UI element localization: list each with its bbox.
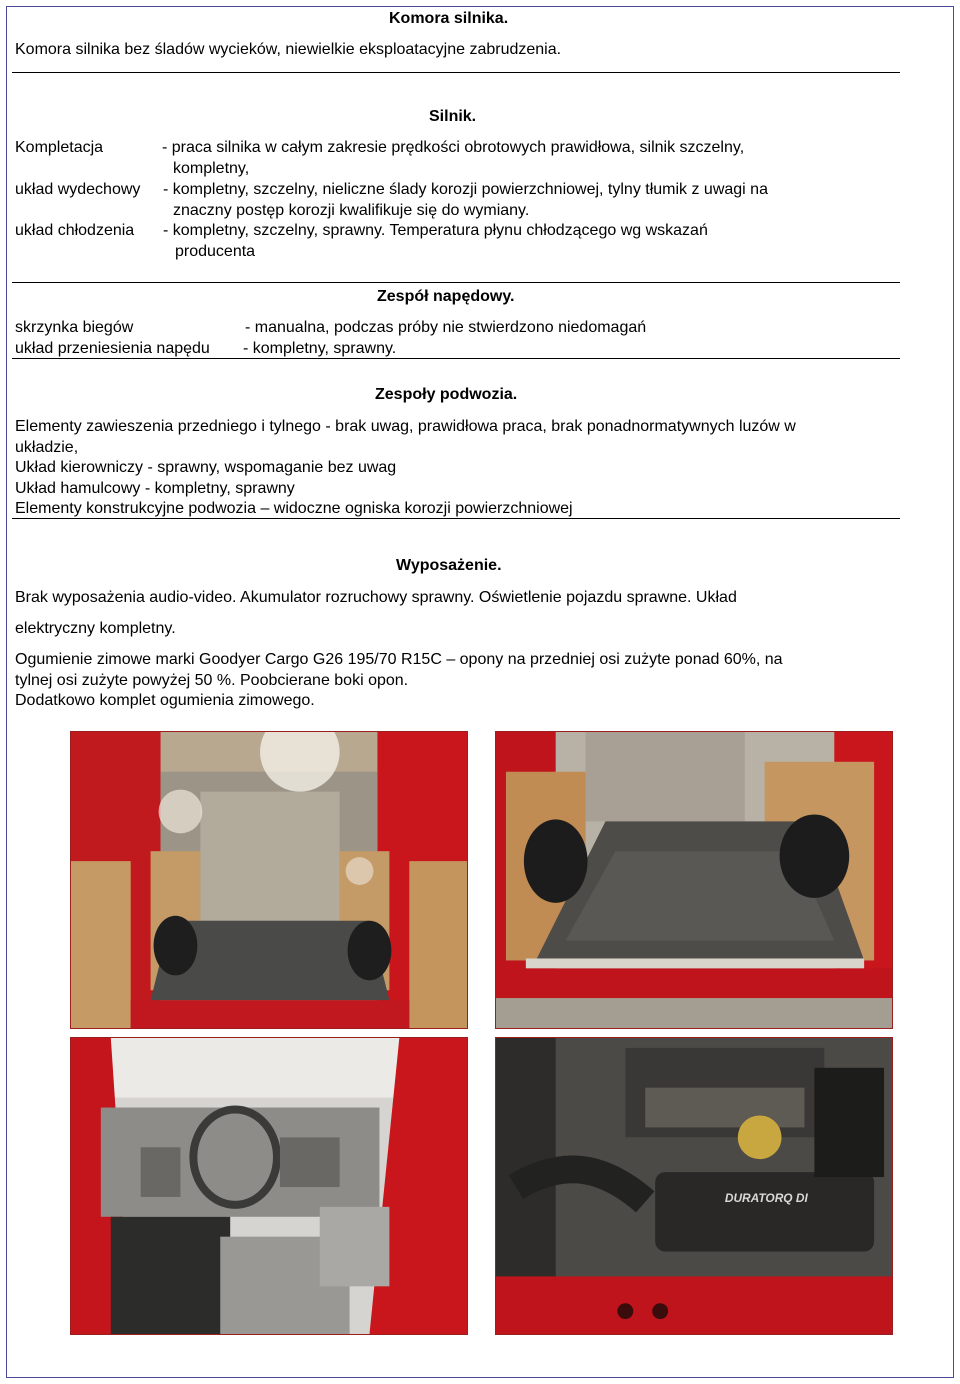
drivetrain-row-value: - manualna, podczas próby nie stwierdzono niedomagań (245, 319, 647, 336)
engine-bay-heading: Komora silnika. (389, 10, 509, 27)
chassis-line: Elementy konstrukcyjne podwozia – widoczne ogniska korozji powierzchniowej (15, 500, 573, 517)
divider (12, 72, 900, 73)
equipment-line: elektryczny kompletny. (15, 620, 176, 637)
equipment-line: Dodatkowo komplet ogumienia zimowego. (15, 692, 315, 709)
photo-cabin-interior (70, 1037, 468, 1335)
engine-row-value-cont: kompletny, (173, 160, 250, 177)
divider (12, 358, 900, 359)
equipment-line: tylnej osi zużyte powyżej 50 %. Poobcierane boki opon. (15, 672, 409, 689)
chassis-line: układzie, (15, 439, 79, 456)
engine-heading: Silnik. (429, 108, 477, 125)
engine-row-label: układ wydechowy (15, 181, 141, 198)
photo-engine-bay (495, 1037, 893, 1335)
drivetrain-row-label: skrzynka biegów (15, 319, 134, 336)
engine-row-value: - praca silnika w całym zakresie prędkości obrotowych prawidłowa, silnik szczelny, (162, 139, 745, 156)
chassis-heading: Zespoły podwozia. (375, 386, 518, 403)
drivetrain-row-value: - kompletny, sprawny. (243, 340, 397, 357)
equipment-heading: Wyposażenie. (396, 557, 502, 574)
engine-row-value: - kompletny, szczelny, nieliczne ślady korozji powierzchniowej, tylny tłumik z uwagi na (163, 181, 768, 198)
drivetrain-heading: Zespół napędowy. (377, 288, 515, 305)
drivetrain-row-label: układ przeniesienia napędu (15, 340, 210, 357)
engine-bay-text: Komora silnika bez śladów wycieków, niewielkie eksploatacyjne zabrudzenia. (15, 41, 562, 58)
equipment-line: Ogumienie zimowe marki Goodyer Cargo G26 195/70 R15C – opony na przedniej osi zużyte ponad 60%, na (15, 651, 783, 668)
engine-row-value: - kompletny, szczelny, sprawny. Temperatura płynu chłodzącego wg wskazań (163, 222, 708, 239)
chassis-line: Układ hamulcowy - kompletny, sprawny (15, 480, 295, 497)
divider (12, 282, 900, 283)
equipment-line: Brak wyposażenia audio-video. Akumulator rozruchowy sprawny. Oświetlenie pojazdu sprawne. Układ (15, 589, 737, 606)
chassis-line: Układ kierowniczy - sprawny, wspomaganie bez uwag (15, 459, 397, 476)
engine-row-label: Kompletacja (15, 139, 104, 156)
engine-row-label: układ chłodzenia (15, 222, 135, 239)
engine-row-value-cont: producenta (175, 243, 256, 260)
photo-cargo-floor (495, 731, 893, 1029)
divider (12, 518, 900, 519)
engine-row-value-cont: znaczny postęp korozji kwalifikuje się do wymiany. (173, 202, 530, 219)
engine-cover-label: DURATORQ DI (724, 1190, 808, 1205)
photo-cargo-rear (70, 731, 468, 1029)
chassis-line: Elementy zawieszenia przedniego i tylnego - brak uwag, prawidłowa praca, brak ponadnormatywnych luzów w (15, 418, 796, 435)
